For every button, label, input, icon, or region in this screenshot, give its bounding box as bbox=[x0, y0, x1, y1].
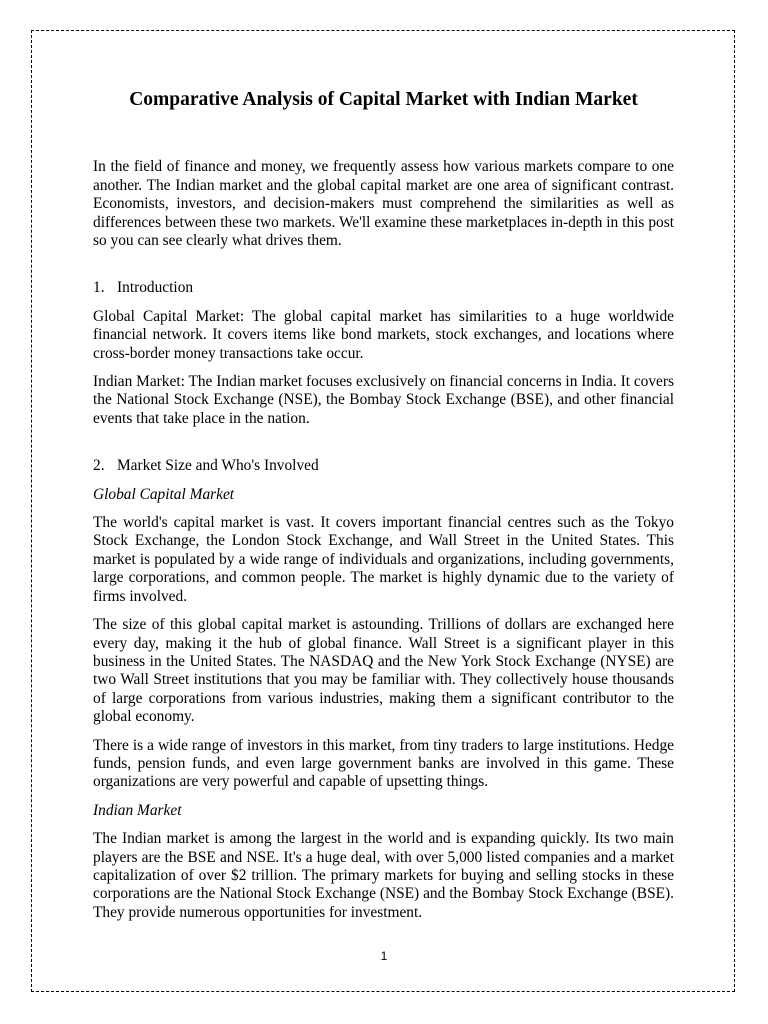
global-market-paragraph: There is a wide range of investors in this market, from tiny traders to large institutions. Hedge funds, pension funds, and even large government banks are involved in this game. These organizations are very powerful and capable of upsetting things. bbox=[93, 736, 674, 791]
section-1-heading bbox=[93, 279, 674, 297]
indian-market-paragraph: The Indian market is among the largest in the world and is expanding quickly. Its two main players are the BSE and NSE. It's a huge deal, with over 5,000 listed companies and a market capitalization of over $2 trillion. The primary markets for buying and selling stocks in these corporations are the National Stock Exchange (NSE) and the Bombay Stock Exchange (BSE). They provide numerous opportunities for investment. bbox=[93, 830, 674, 921]
document-title: Comparative Analysis of Capital Market with Indian Market bbox=[129, 89, 638, 110]
section-2-title: Market Size and Who's Involved bbox=[117, 457, 319, 475]
section-1-paragraph: Global Capital Market: The global capital market has similarities to a huge worldwide financial network. It covers items like bond markets, stock exchanges, and locations where cross-border money transactions take occur. bbox=[93, 307, 674, 362]
section-1-paragraph: Indian Market: The Indian market focuses exclusively on financial concerns in India. It covers the National Stock Exchange (NSE), the Bombay Stock Exchange (BSE), and other financial events that take place in the nation. bbox=[93, 373, 674, 427]
indian-market-subheading: Indian Market bbox=[93, 801, 182, 819]
global-market-paragraph: The world's capital market is vast. It covers important financial centres such as the Tokyo Stock Exchange, the London Stock Exchange, and Wall Street in the United States. This market is populated by a wide range of individuals and organizations, including governments, large corporations, and common people. The market is highly dynamic due to the variety of firms involved. bbox=[93, 514, 674, 605]
global-market-subheading: Global Capital Market bbox=[93, 485, 235, 503]
section-2-heading bbox=[93, 457, 674, 475]
section-2-number: 2. bbox=[93, 457, 105, 475]
section-1-title: Introduction bbox=[117, 279, 194, 297]
global-market-paragraph: The size of this global capital market is astounding. Trillions of dollars are exchanged here every day, making it the hub of global finance. Wall Street is a significant player in this business in the United States. The NASDAQ and the New York Stock Exchange (NYSE) are two Wall Street institutions that you may be familiar with. They collectively house thousands of large corporations from various industries, making them a significant contributor to the global economy. bbox=[93, 616, 674, 726]
intro-paragraph: In the field of finance and money, we frequently assess how various markets compare to one another. The Indian market and the global capital market are one area of significant contrast. Economists, investors, and decision-makers must comprehend the similarities as well as differences between these two markets. We'll examine these marketplaces in-depth in this post so you can see clearly what drives them. bbox=[93, 158, 674, 250]
document-body bbox=[93, 88, 674, 922]
section-1-number: 1. bbox=[93, 279, 105, 297]
page-number: 1 bbox=[380, 949, 388, 963]
